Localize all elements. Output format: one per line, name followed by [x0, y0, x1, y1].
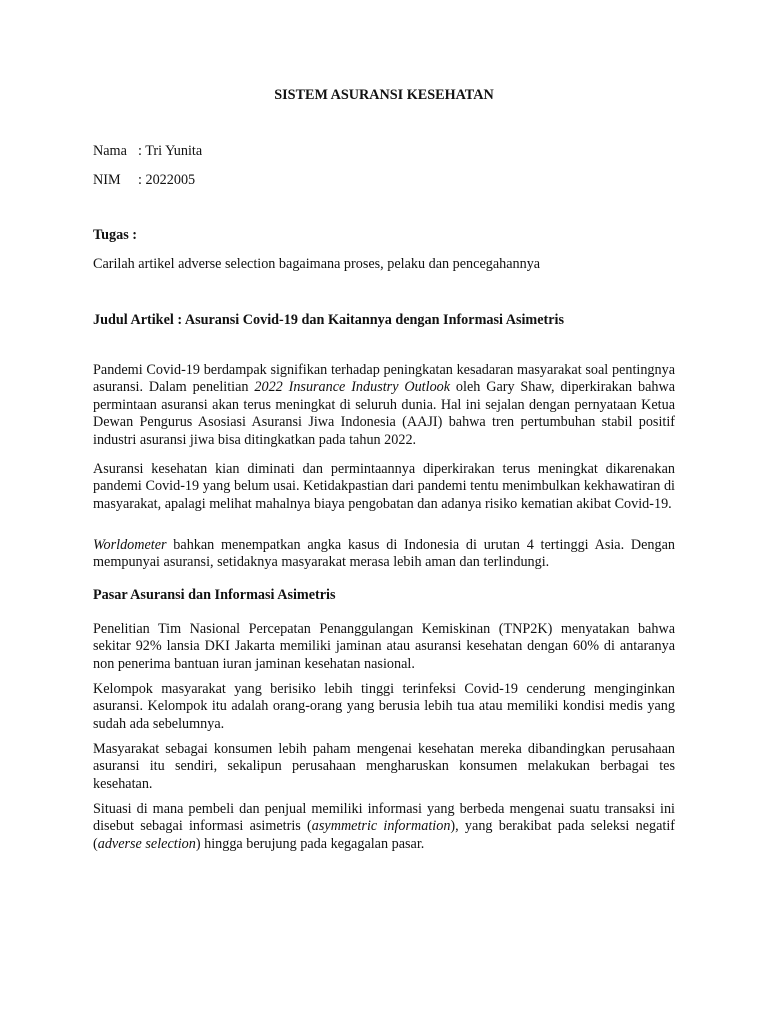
paragraph-7-text-c: ) hingga berujung pada kegagalan pasar. — [195, 835, 425, 852]
document-title: SISTEM ASURANSI KESEHATAN — [274, 87, 494, 103]
tugas-heading: Tugas : — [93, 227, 138, 243]
tugas-text: Carilah artikel adverse selection bagaimana proses, pelaku dan pencegahannya — [93, 256, 541, 272]
document-page — [93, 0, 675, 1024]
paragraph-2: Asuransi kesehatan kian diminati dan permintaannya diperkirakan terus meningkat dikarenakan pandemi Covid-19 yang belum usai. Ketidakpastian dari pandemi tentu menimbulkan kekhawatiran di masyarakat, apalagi melihat mahalnya biaya pengobatan dan adanya risiko kematian akibat Covid-19. — [93, 461, 675, 512]
nim-value: : 2022005 — [138, 172, 196, 188]
paragraph-6: Masyarakat sebagai konsumen lebih paham mengenai kesehatan mereka dibandingkan perusahaan asuransi itu sendiri, sekalipun perusahaan mengharuskan konsumen melakukan berbagai tes kesehatan. — [93, 741, 675, 792]
paragraph-3-text: bahkan menempatkan angka kasus di Indonesia di urutan 4 tertinggi Asia. Dengan mempunyai asuransi, setidaknya masyarakat merasa lebih aman dan terlindungi. — [93, 537, 675, 571]
nama-value: : Tri Yunita — [138, 143, 203, 159]
paragraph-3 — [93, 537, 675, 572]
paragraph-7-italic-2: adverse selection — [97, 835, 196, 852]
paragraph-5: Kelompok masyarakat yang berisiko lebih tinggi terinfeksi Covid-19 cenderung menginginkan asuransi. Kelompok itu adalah orang-orang yang berusia lebih tua atau memiliki kondisi medis yang sudah ada sebelumnya. — [93, 681, 675, 732]
paragraph-1-italic: 2022 Insurance Industry Outlook — [254, 379, 451, 396]
paragraph-7-text-b: ), yang berakibat pada seleksi negatif ( — [93, 818, 675, 852]
article-title: Judul Artikel : Asuransi Covid-19 dan Kaitannya dengan Informasi Asimetris — [93, 312, 565, 328]
paragraph-7 — [93, 801, 675, 853]
paragraph-7-italic-1: asymmetric information — [311, 818, 451, 835]
paragraph-1-text-a: Pandemi Covid-19 berdampak signifikan terhadap peningkatan kesadaran masyarakat soal pentingnya asuransi. Dalam penelitian — [93, 362, 675, 396]
paragraph-1 — [93, 362, 675, 449]
paragraph-1-text-b: oleh Gary Shaw, diperkirakan bahwa permintaan asuransi akan terus meningkat di seluruh dunia. Hal ini sejalan dengan pernyataan Ketua Dewan Pengurus Asosiasi Asuransi Jiwa Indonesia (AAJI) bahwa tren pertumbuhan stabil positif industri asuransi jiwa bisa ditingkatkan pada tahun 2022. — [93, 379, 676, 448]
paragraph-3-italic: Worldometer — [93, 537, 167, 553]
paragraph-7-text-a: Situasi di mana pembeli dan penjual memiliki informasi yang berbeda mengenai suatu transaksi ini disebut sebagai informasi asimetris ( — [93, 801, 675, 835]
paragraph-4: Penelitian Tim Nasional Percepatan Penanggulangan Kemiskinan (TNP2K) menyatakan bahwa sekitar 92% lansia DKI Jakarta memiliki jaminan atau asuransi kesehatan dengan 60% di antaranya non penerima bantuan iuran jaminan kesehatan nasional. — [93, 621, 675, 672]
section-heading: Pasar Asuransi dan Informasi Asimetris — [93, 587, 336, 603]
nim-label: NIM — [93, 172, 121, 188]
nim-row — [93, 172, 195, 189]
nama-label: Nama — [93, 143, 127, 159]
nama-row — [93, 143, 202, 160]
